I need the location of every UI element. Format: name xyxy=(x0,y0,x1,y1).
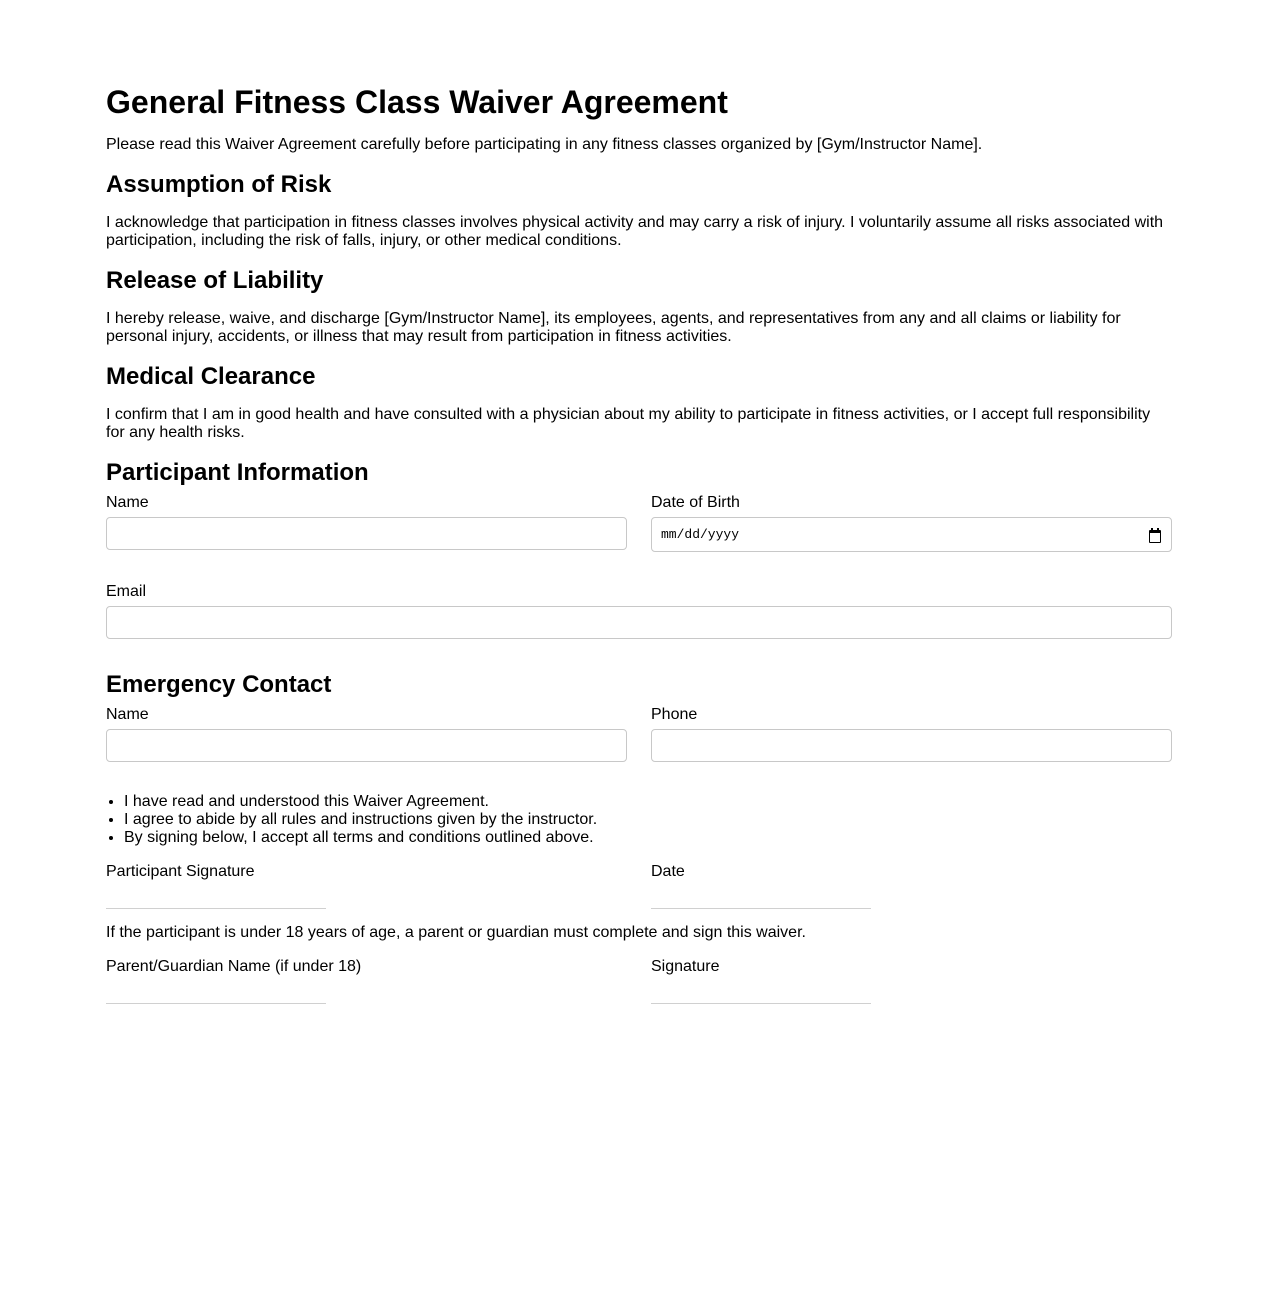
guardian-name-label: Parent/Guardian Name (if under 18) xyxy=(106,958,362,975)
date-of-birth-input[interactable] xyxy=(651,517,1172,552)
guardian-signature-line[interactable] xyxy=(651,1003,871,1004)
intro-text: Please read this Waiver Agreement carefully before participating in any fitness classes organized by [Gym/Instructor Name]. xyxy=(106,136,983,153)
calendar-icon[interactable] xyxy=(1149,529,1161,541)
emergency-name-input[interactable] xyxy=(106,729,627,762)
emergency-phone-label: Phone xyxy=(651,706,698,723)
acknowledgement-list xyxy=(106,793,597,847)
assumption-of-risk-text: I acknowledge that participation in fitness classes involves physical activity and may carry a risk of injury. I voluntarily assume all risks associated with participation, including the risk of falls, injury, or other medical conditions. xyxy=(106,214,1164,249)
date-of-birth-placeholder: mm/dd/yyyy xyxy=(661,527,740,542)
email-input[interactable] xyxy=(106,606,1172,639)
guardian-name-line[interactable] xyxy=(106,1003,326,1004)
participant-name-input[interactable] xyxy=(106,517,627,550)
email-label: Email xyxy=(106,583,147,600)
acknowledgement-item: • I agree to abide by all rules and instructions given by the instructor. xyxy=(124,811,597,829)
release-of-liability-text: I hereby release, waive, and discharge [Gym/Instructor Name], its employees, agents, and representatives from any and all claims or liability for personal injury, accidents, or illness that may result from participation in fitness activities. xyxy=(106,310,1121,345)
guardian-signature-label: Signature xyxy=(651,958,720,975)
page-title: General Fitness Class Waiver Agreement xyxy=(106,84,728,120)
participant-information-heading: Participant Information xyxy=(106,459,369,486)
acknowledgement-item: • By signing below, I accept all terms and conditions outlined above. xyxy=(124,829,597,847)
medical-clearance-heading: Medical Clearance xyxy=(106,363,316,390)
assumption-of-risk-heading: Assumption of Risk xyxy=(106,171,332,198)
acknowledgement-item: • I have read and understood this Waiver Agreement. xyxy=(124,793,597,811)
participant-signature-line[interactable] xyxy=(106,908,326,909)
minor-note: If the participant is under 18 years of age, a parent or guardian must complete and sign this waiver. xyxy=(106,924,806,941)
emergency-name-label: Name xyxy=(106,706,149,723)
date-of-birth-label: Date of Birth xyxy=(651,494,740,511)
emergency-phone-input[interactable] xyxy=(651,729,1172,762)
participant-signature-label: Participant Signature xyxy=(106,863,255,880)
participant-name-label: Name xyxy=(106,494,149,511)
medical-clearance-text: I confirm that I am in good health and have consulted with a physician about my ability to participate in fitness activities, or I accept full responsibility for any health risks. xyxy=(106,406,1151,441)
release-of-liability-heading: Release of Liability xyxy=(106,267,324,294)
emergency-contact-heading: Emergency Contact xyxy=(106,671,332,698)
signature-date-line[interactable] xyxy=(651,908,871,909)
signature-date-label: Date xyxy=(651,863,685,880)
